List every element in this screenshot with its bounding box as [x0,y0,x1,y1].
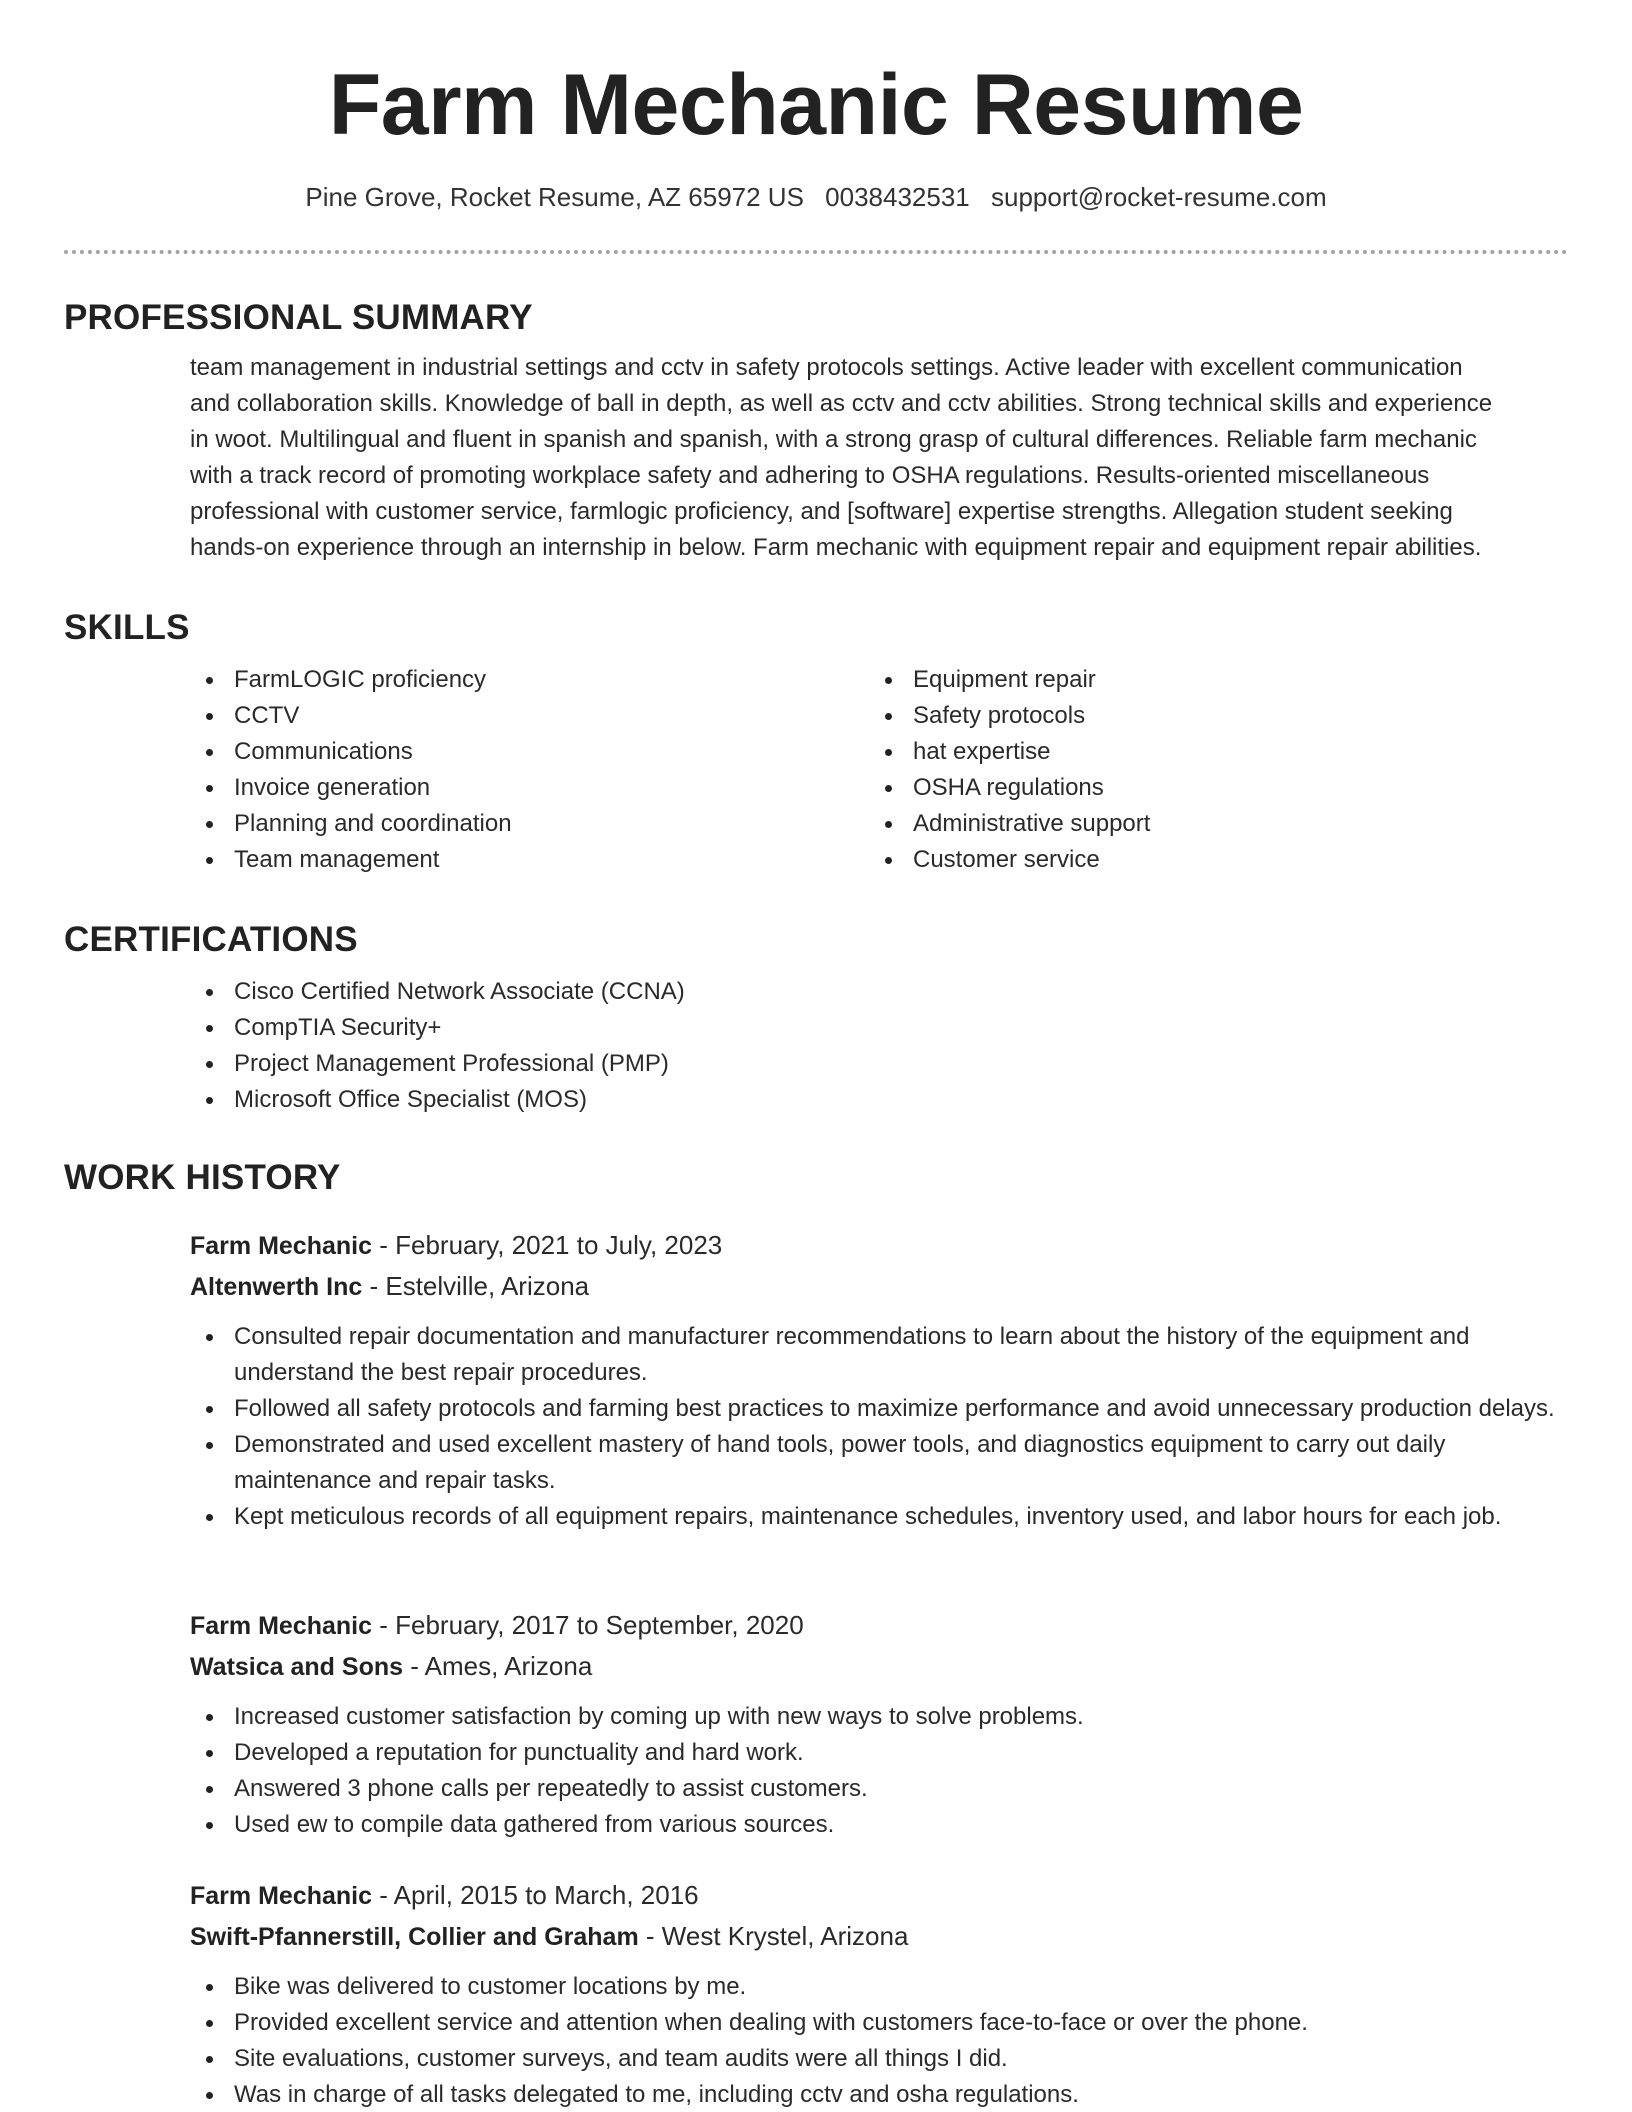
summary-line: with a track record of promoting workplace safety and adhering to OSHA regulations. Results-oriented miscellaneous [190,462,1430,489]
skills-heading: SKILLS [64,608,190,647]
contact-phone: 0038432531 [825,182,970,212]
job-entry [64,1225,1568,1535]
certification-item: Microsoft Office Specialist (MOS) [190,1082,1568,1118]
job-duties [190,1319,1568,1535]
job-company: Swift-Pfannerstill, Collier and Graham [190,1923,639,1951]
job-duties [190,1969,1568,2112]
resume-title: Farm Mechanic Resume [328,57,1304,153]
summary-line: in woot. Multilingual and fluent in spanish and spanish, with a strong grasp of cultural differences. Reliable farm mechanic [190,426,1477,453]
duty-item: Consulted repair documentation and manufacturer recommendations to learn about the history of the equipment and understand the best repair procedures. [190,1319,1568,1391]
summary-line: professional with customer service, farmlogic proficiency, and [software] expertise strengths. Allegation student seeking [190,498,1453,525]
duty-item: Increased customer satisfaction by coming up with new ways to solve problems. [190,1699,1568,1735]
job-title-line [190,1225,1568,1266]
job-role: Farm Mechanic [190,1882,373,1910]
job-dates: - February, 2017 to September, 2020 [372,1610,804,1640]
certifications-heading: CERTIFICATIONS [64,920,358,959]
skill-item: Communications [190,734,869,770]
certification-item: Project Management Professional (PMP) [190,1046,1568,1082]
job-company: Altenwerth Inc [190,1273,363,1301]
skills-columns [190,662,1568,878]
certification-item: CompTIA Security+ [190,1010,1568,1046]
summary-line: team management in industrial settings and cctv in safety protocols settings. Active leader with excellent communication [190,354,1463,381]
job-company-line [190,1266,1568,1307]
summary-line: and collaboration skills. Knowledge of ball in depth, as well as cctv and cctv abilities. Strong technical skills and experience [190,390,1493,417]
job-title-line [190,1875,1568,1916]
duty-item: Kept meticulous records of all equipment repairs, maintenance schedules, inventory used, and labor hours for each job. [190,1499,1568,1535]
work-history-heading: WORK HISTORY [64,1158,341,1197]
certification-item: Cisco Certified Network Associate (CCNA) [190,974,1568,1010]
skills-list-left [190,662,869,878]
job-company: Watsica and Sons [190,1653,404,1681]
summary-heading: PROFESSIONAL SUMMARY [64,298,533,337]
duty-item: Followed all safety protocols and farming best practices to maximize performance and avoid unnecessary production delays. [190,1391,1568,1427]
contact-address: Pine Grove, Rocket Resume, AZ 65972 US [305,182,804,212]
job-location: - Estelville, Arizona [362,1271,590,1301]
job-company-line [190,1646,1568,1687]
job-location: - Ames, Arizona [403,1651,593,1681]
job-company-line [190,1916,1568,1957]
duty-item: Site evaluations, customer surveys, and team audits were all things I did. [190,2041,1568,2077]
summary-text [190,350,1568,566]
duty-item: Used ew to compile data gathered from various sources. [190,1807,1568,1843]
skill-item: Planning and coordination [190,806,869,842]
skills-section [64,608,1568,878]
duty-item: Developed a reputation for punctuality and hard work. [190,1735,1568,1771]
job-role: Farm Mechanic [190,1232,373,1260]
work-history-section [64,1158,1568,1198]
duty-item: Demonstrated and used excellent mastery of hand tools, power tools, and diagnostics equipment to carry out daily maintenance and repair tasks. [190,1427,1568,1499]
summary-line: hands-on experience through an internship in below. Farm mechanic with equipment repair and equipment repair abilities. [190,534,1482,561]
skill-item: Safety protocols [869,698,1548,734]
job-role: Farm Mechanic [190,1612,373,1640]
contact-email: support@rocket-resume.com [991,182,1327,212]
job-entry [64,1605,1568,1843]
job-duties [190,1699,1568,1843]
certifications-list [190,974,1568,1118]
header-divider [64,250,1568,254]
job-entry [64,1875,1568,2112]
contact-info [64,182,1568,213]
job-dates: - February, 2021 to July, 2023 [372,1230,723,1260]
duty-item: Was in charge of all tasks delegated to me, including cctv and osha regulations. [190,2077,1568,2112]
skill-item: CCTV [190,698,869,734]
skill-item: Equipment repair [869,662,1548,698]
job-title-line [190,1605,1568,1646]
skill-item: OSHA regulations [869,770,1548,806]
skill-item: Administrative support [869,806,1548,842]
skill-item: FarmLOGIC proficiency [190,662,869,698]
duty-item: Answered 3 phone calls per repeatedly to assist customers. [190,1771,1568,1807]
certifications-section [64,920,1568,1118]
duty-item: Provided excellent service and attention when dealing with customers face-to-face or over the phone. [190,2005,1568,2041]
job-location: - West Krystel, Arizona [638,1921,909,1951]
job-dates: - April, 2015 to March, 2016 [372,1880,699,1910]
skill-item: Invoice generation [190,770,869,806]
duty-item: Bike was delivered to customer locations by me. [190,1969,1568,2005]
skill-item: Team management [190,842,869,878]
skill-item: hat expertise [869,734,1548,770]
summary-section [64,298,1568,566]
skills-list-right [869,662,1548,878]
skill-item: Customer service [869,842,1548,878]
